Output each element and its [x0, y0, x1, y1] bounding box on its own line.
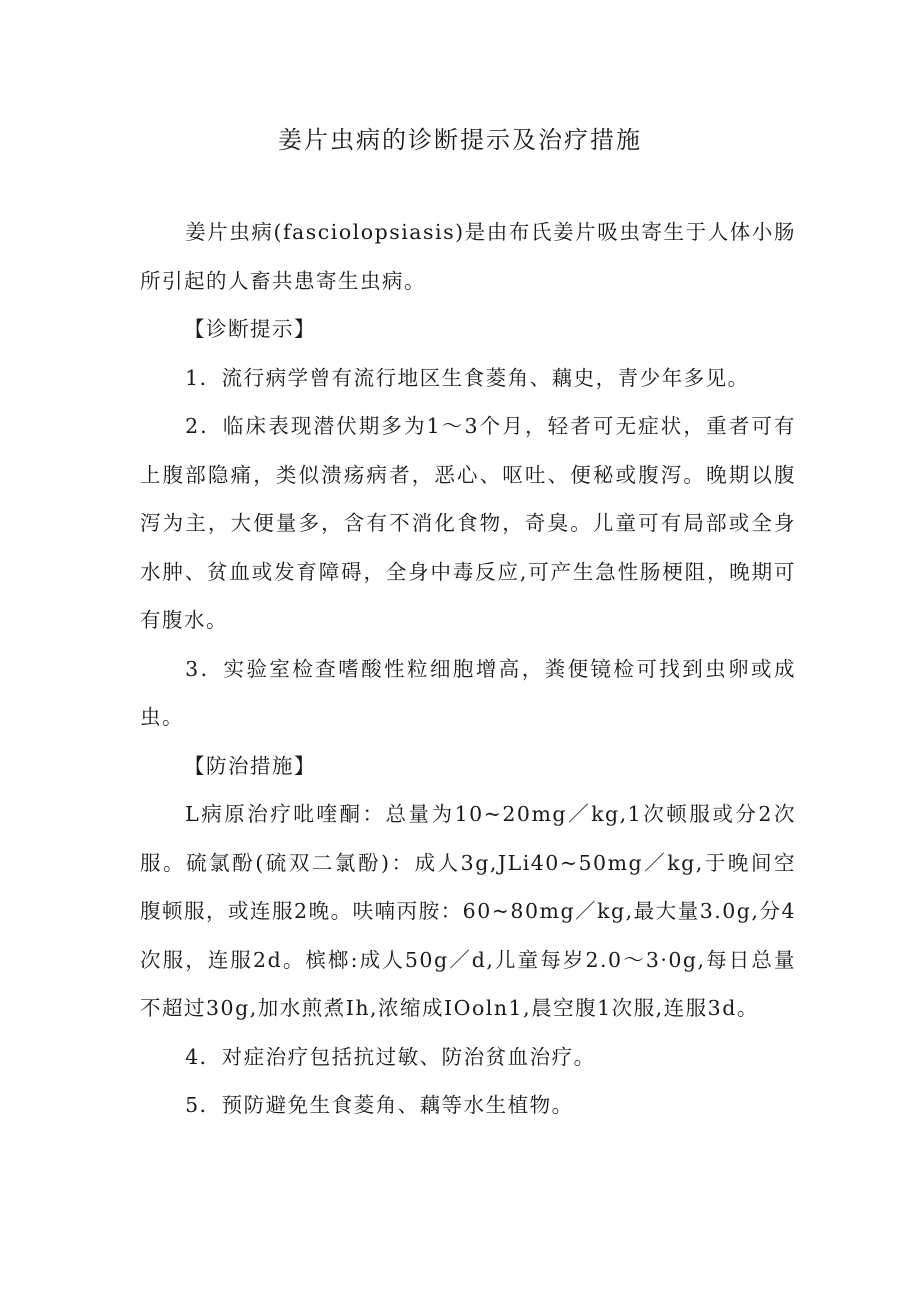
diagnosis-item-1: 1．流行病学曾有流行地区生食菱角、藕史，青少年多见。	[185, 365, 750, 390]
intro-paragraph: 姜片虫病(fasciolopsiasis)是由布氏姜片吸虫寄生于人体小肠所引起的人畜共患寄生虫病。	[140, 220, 796, 293]
document-body	[140, 208, 796, 1130]
treatment-item-1: L病原治疗吡喹酮：总量为10~20mg／kg,1次顿服或分2次服。硫氯酚(硫双二氯酚)：成人3g,JLi40~50mg／kg,于晚间空腹顿服，或连服2晚。呋喃丙胺：60~80mg／kg,最大量3.0g,分4次服，连服2d。槟榔:成人50g／d,儿童每岁2.0～3·0g,每日总量不超过30g,加水煎煮Ih,浓缩成IOoln1,晨空腹1次服,连服3d。	[140, 802, 796, 1020]
treatment-item-5: 5．预防避免生食菱角、藕等水生植物。	[185, 1093, 574, 1117]
section-heading-diagnosis: 【诊断提示】	[184, 317, 316, 341]
diagnosis-item-2: 2．临床表现潜伏期多为1～3个月，轻者可无症状，重者可有上腹部隐痛，类似溃疡病者，恶心、呕吐、便秘或腹泻。晚期以腹泻为主，大便量多，含有不消化食物，奇臭。儿童可有局部或全身水肿、贫血或发育障碍，全身中毒反应,可产生急性肠梗阻，晚期可有腹水。	[140, 414, 796, 632]
treatment-item-4: 4．对症治疗包括抗过敏、防治贫血治疗。	[185, 1044, 596, 1069]
diagnosis-item-3: 3．实验室检查嗜酸性粒细胞增高，粪便镜检可找到虫卵或成虫。	[140, 656, 796, 729]
section-heading-treatment: 【防治措施】	[184, 753, 316, 778]
document-title: 姜片虫病的诊断提示及治疗措施	[278, 126, 642, 154]
